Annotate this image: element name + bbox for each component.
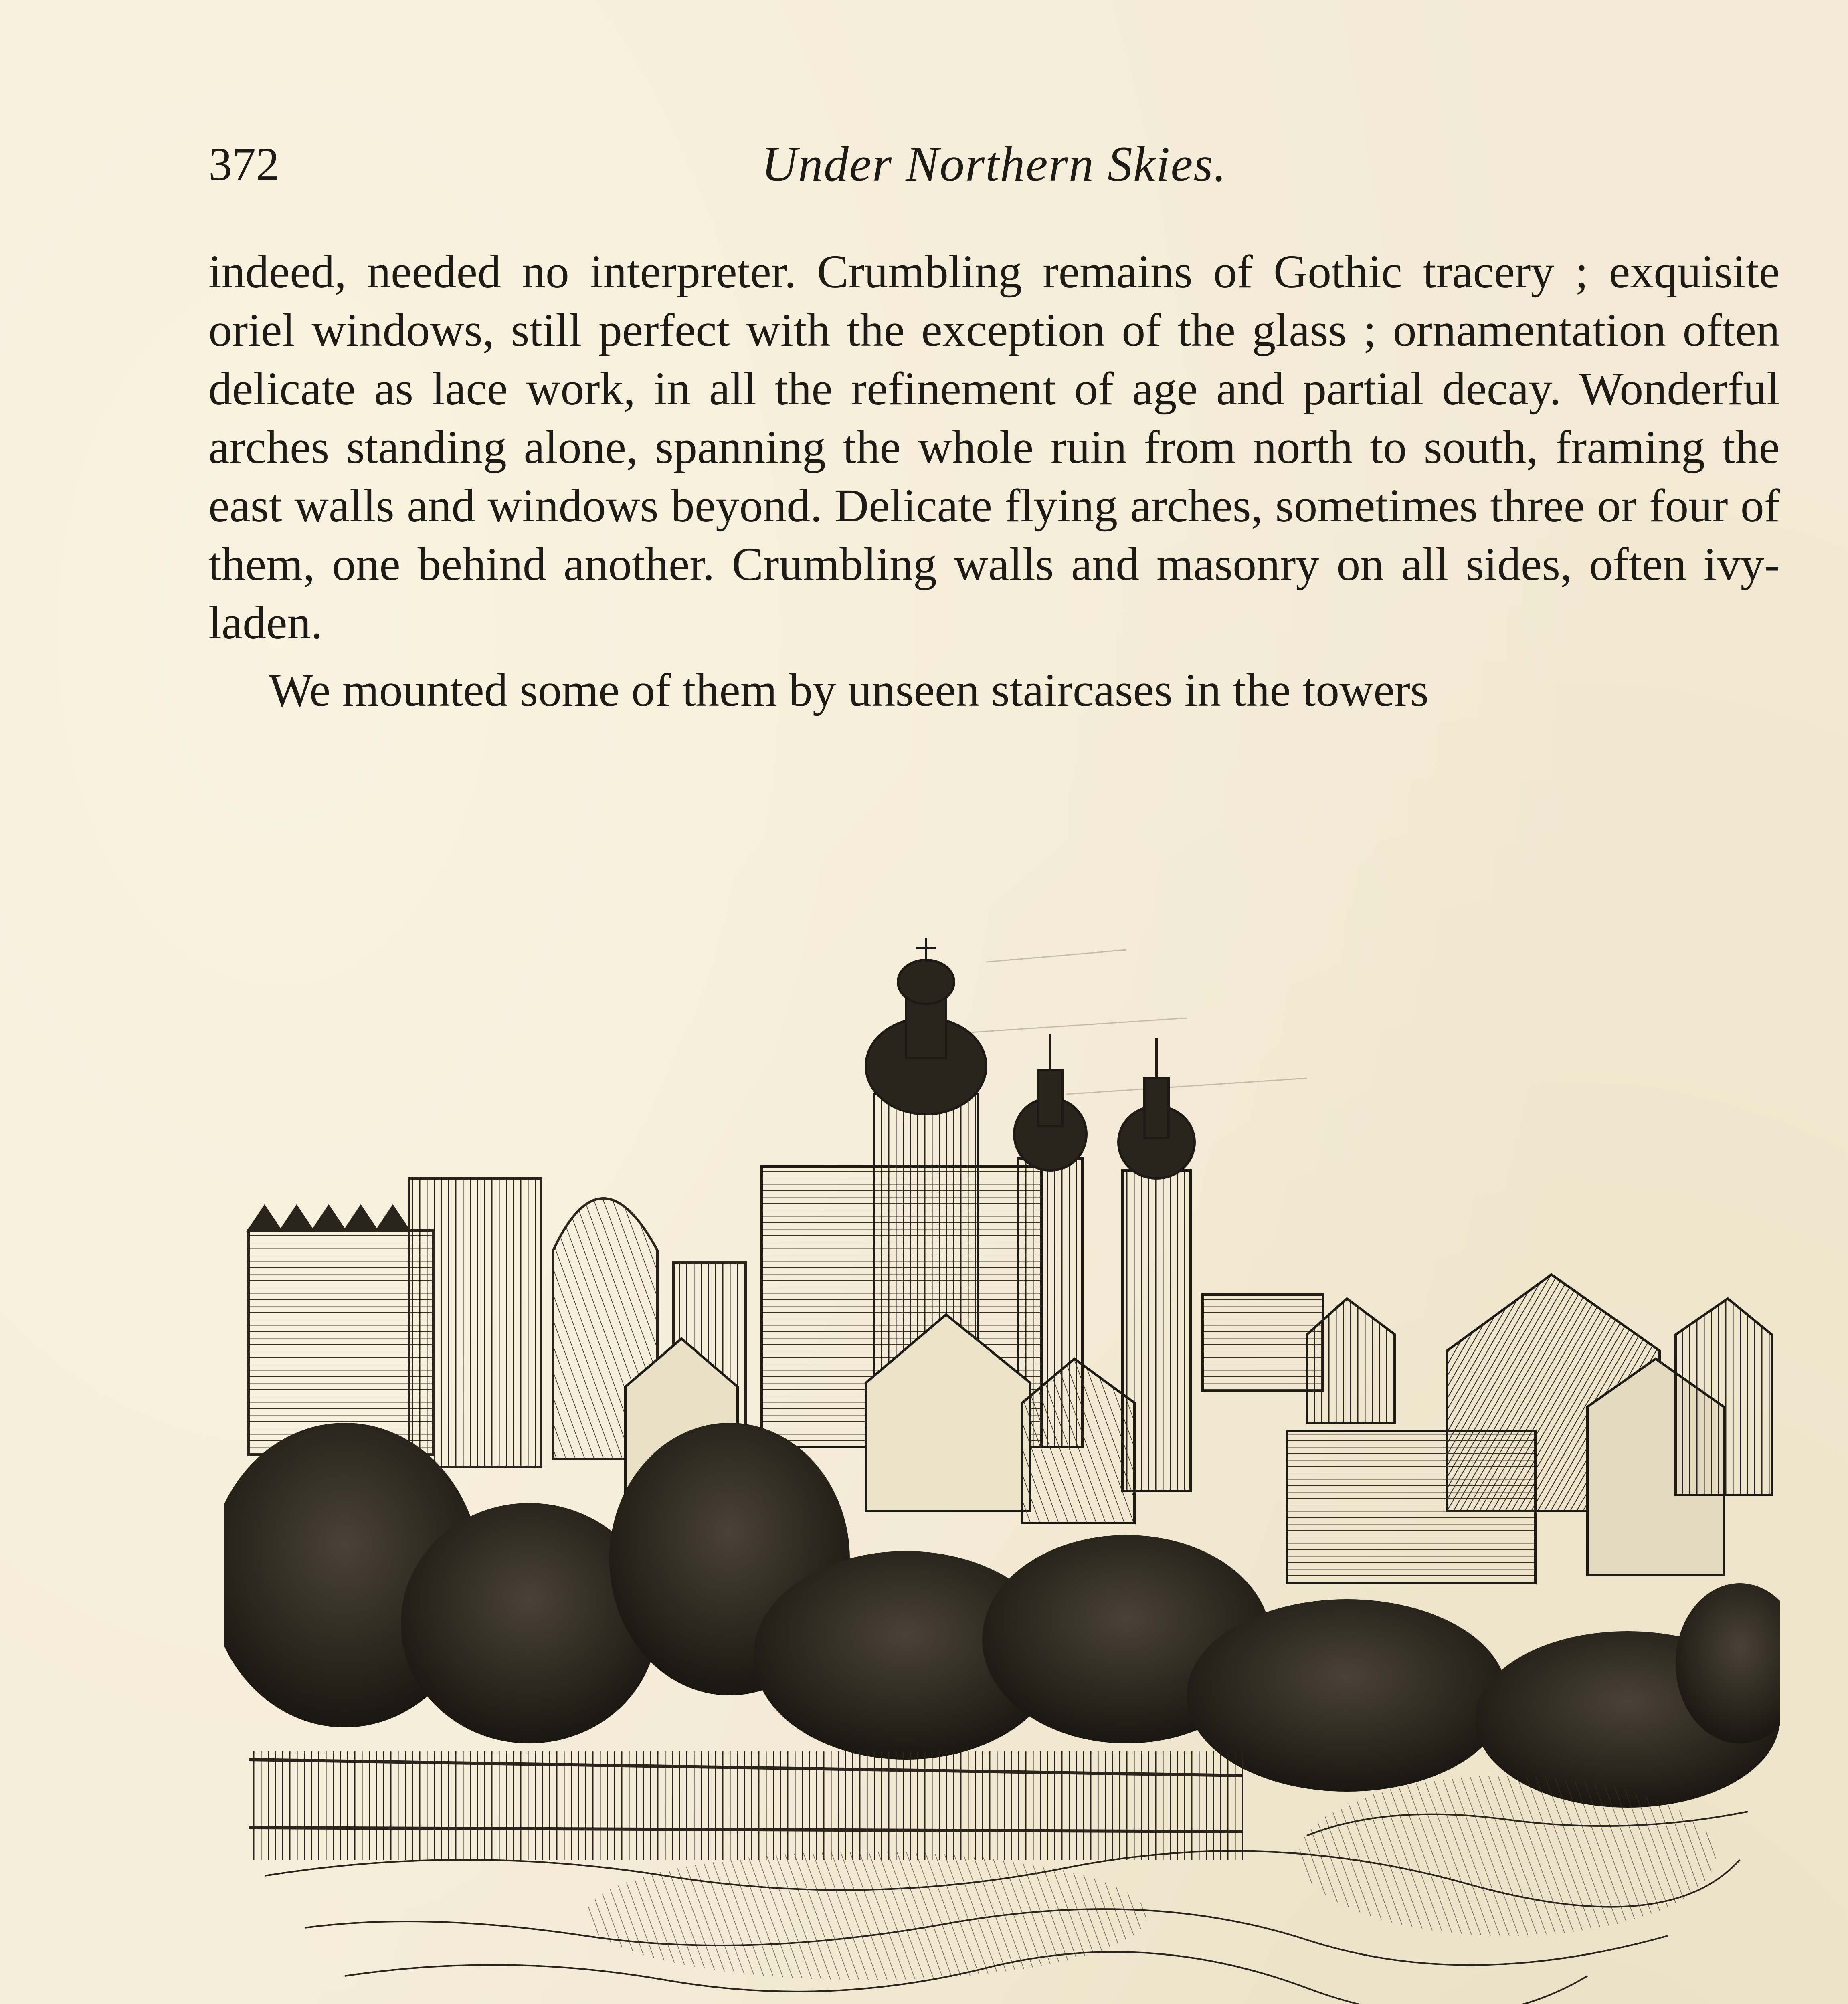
paragraph: We mounted some of them by unseen staircases in the towers [269, 664, 1429, 716]
wisby-town-engraving [224, 934, 1780, 2004]
text-block-top [208, 242, 1780, 719]
paragraph: indeed, needed no interpreter. Crumbling remains of Gothic tracery ; exquisite oriel windows, still perfect with the exception of the glass ; ornamentation often delicate as lace work, in all the refinement of age and partial decay. Wonderful arches standing alone, spanning the whole ruin from north to south, framing the east walls and windows beyond. Delicate flying arches, sometimes three or four of them, one behind another. Crumbling walls and masonry on all sides, often ivy-laden. [208, 245, 1780, 649]
running-header [208, 132, 1780, 196]
fence [249, 1751, 1243, 1860]
running-title: Under Northern Skies. [761, 137, 1227, 192]
page-number: 372 [208, 138, 279, 190]
